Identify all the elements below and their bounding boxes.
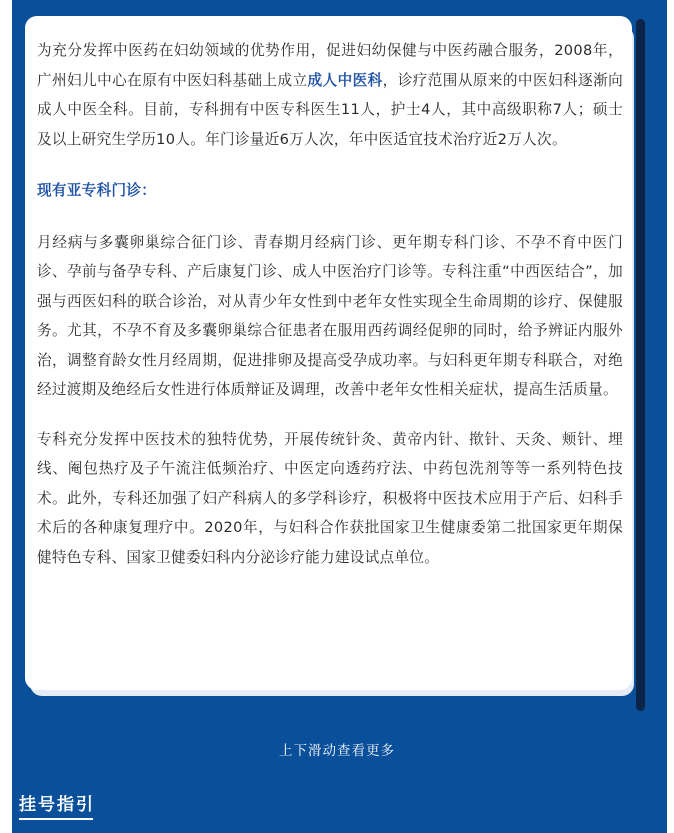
intro-paragraph: [37, 36, 623, 154]
clinics-paragraph: 月经病与多囊卵巢综合征门诊、青春期月经病门诊、更年期专科门诊、不孕不育中医门诊、孕前与备孕专科、产后康复门诊、成人中医治疗门诊等。专科注重“中西医结合”，加强与西医妇科的联合诊治，对从青少年女性到中老年女性实现全生命周期的诊疗、保健服务。尤其，不孕不育及多囊卵巢综合征患者在服用西药调经促卵的同时，给予辨证内服外治，调整育龄女性月经周期，促进排卵及提高受孕成功率。与妇科更年期专科联合，对绝经过渡期及绝经后女性进行体质辩证及调理，改善中老年女性相关症状，提高生活质量。: [37, 233, 623, 398]
department-name-highlight: 成人中医科: [307, 71, 383, 89]
vertical-scrollbar[interactable]: [636, 19, 645, 711]
content-card[interactable]: [25, 16, 632, 690]
card-body: [37, 36, 623, 572]
intro-text-start: 为充分发挥中医药在妇幼领域的优势作用，促进妇幼保健与中医药融合服务，2008年，广州妇儿中心在原有中医妇科基础上成立: [37, 42, 623, 89]
techniques-paragraph: 专科充分发挥中医技术的独特优势，开展传统针灸、黄帝内针、揿针、天灸、颊针、埋线、阉包热疗及子午流注低频治疗、中医定向透药疗法、中药包洗剂等等一系列特色技术。此外，专科还加强了妇产科病人的多学科诊疗，积极将中医技术应用于产后、妇科手术后的各种康复理疗中。2020年，与妇科合作获批国家卫生健康委第二批国家更年期保健特色专科、国家卫健委妇科内分泌诊疗能力建设试点单位。: [37, 430, 623, 566]
subspecialty-heading: 现有亚专科门诊：: [37, 182, 157, 199]
intro-text-end: ，诊疗范围从原来的中医妇科逐渐向成人中医全科。目前，专科拥有中医专科医生11人，护士4人，其中高级职称7人；硕士及以上研究生学历10人。年门诊量近6万人次，年中医适宜技术治疗近2万人次。: [37, 71, 623, 148]
title-underline: [19, 818, 93, 820]
scroll-hint: 上下滑动查看更多: [279, 743, 395, 759]
registration-guide-title: 挂号指引: [19, 795, 95, 815]
